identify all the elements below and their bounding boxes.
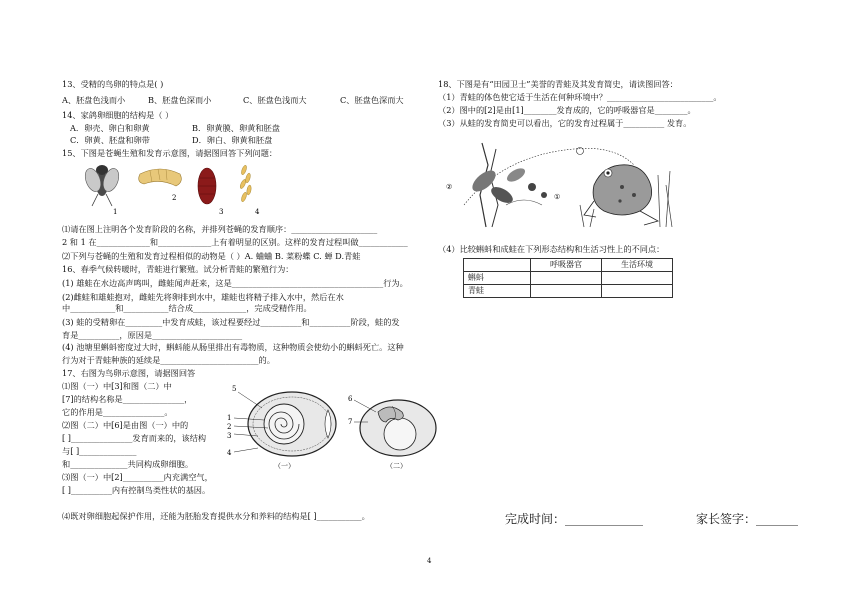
- q16-line-5: 育是__________，原因是______________________: [62, 330, 243, 340]
- frog-label-1: ①: [554, 193, 561, 201]
- adult-fly-illustration: [82, 165, 121, 206]
- table-row: [464, 285, 673, 298]
- q15-line-2: 2 和 1 在_____________和_____________上有着明显的区别。这样的发育过程叫做____________: [62, 237, 408, 247]
- q13-option-d: C、胚盘色深而大: [340, 95, 404, 105]
- egg-one-label-4: 4: [227, 449, 232, 457]
- q15-stem: 15、下图是苍蝇生殖和发育示意图，请据图回答下列问题：: [62, 148, 278, 158]
- q14-stem: 14、家鸽卵细胞的结构是（ ）: [62, 110, 174, 120]
- completion-time-field[interactable]: 完成时间：_____________: [505, 512, 644, 526]
- egg-one-label-3: 3: [227, 432, 232, 440]
- q16-line-7: 行为对于青蛙种族的延续是________________________的。: [62, 355, 275, 365]
- q18-line-1: （1）青蛙的体色使它适于生活在何种环境中？__________________________。: [438, 92, 722, 102]
- q17-line-5: [ ]_______________发育而来的，该结构: [62, 433, 207, 443]
- egg-one-label-1: 1: [227, 414, 232, 422]
- q15-line-3: ⑵下列与苍蝇的生殖和发育过程相似的动物是（ ）A. 蛐蛐 B. 菜粉蝶 C. 蝉 D.青蛙: [62, 251, 361, 261]
- q16-line-3: 中___________和___________结合成_____________，完成受精作用。: [62, 303, 312, 313]
- fly-label-2: 2: [172, 194, 177, 202]
- q14-option-a: A．卵壳、卵白和卵黄: [70, 123, 150, 133]
- frog-development-figure: [444, 135, 678, 230]
- q16-stem: 16、春季气候转暖时，青蛙进行繁殖。试分析青蛙的繁殖行为：: [62, 264, 294, 274]
- egg-two-label-6: 6: [348, 395, 353, 403]
- bird-egg-figure-one: [224, 380, 344, 476]
- q13-option-c: C、胚盘色浅而大: [243, 95, 307, 105]
- fly-label-1: 1: [113, 208, 118, 216]
- q13-option-b: B、胚盘色深而小: [148, 95, 212, 105]
- larva-illustration: [139, 169, 182, 186]
- table-header-row: [464, 259, 673, 272]
- fly-life-cycle-figure: [80, 160, 265, 218]
- egg-one-label-2: 2: [227, 423, 232, 431]
- eggs-illustration: [239, 165, 252, 203]
- table-header-blank: [464, 259, 531, 272]
- table-header-respiratory: 呼吸器官: [531, 259, 602, 272]
- table-cell-tadpole: 蝌蚪: [464, 272, 531, 285]
- q17-line-6: 与[ ]______________: [62, 446, 137, 456]
- q16-line-6: (4) 池塘里蝌蚪密度过大时，蝌蚪能从肠里排出有毒物质，这种物质会使幼小的蝌蚪死亡。这种: [62, 342, 404, 352]
- bird-egg-figure-two: [346, 392, 446, 474]
- q14-option-c: C．卵黄、胚盘和卵带: [70, 135, 150, 145]
- q17-line-1: ⑴图（一）中[3]和图（二）中: [62, 381, 172, 391]
- q18-line-2: （2）图中的[2]是由[1]________发育成的，它的呼吸器官是________。: [438, 105, 696, 115]
- egg-one-caption: （一）: [274, 462, 295, 470]
- table-cell-answer[interactable]: [602, 272, 673, 285]
- fly-label-4: 4: [255, 208, 260, 216]
- table-cell-answer[interactable]: [602, 285, 673, 298]
- q15-line-1: ⑴请在图上注明各个发育阶段的名称，并排列苍蝇的发育顺序：_____________________: [62, 224, 378, 234]
- q13-stem: 13、受精的鸟卵的特点是( ): [62, 79, 164, 89]
- parent-signature-field[interactable]: 家长签字：_______: [696, 512, 799, 526]
- q17-stem: 17、右图为鸟卵示意图，请据图回答: [62, 368, 196, 378]
- q14-option-d: D．卵白、卵黄和胚盘: [192, 135, 273, 145]
- q13-option-a: A、胚盘色浅而小: [62, 95, 126, 105]
- q18-line-3: （3）从蛙的发育简史可以看出，它的发育过程属于__________ 发育。: [438, 118, 692, 128]
- table-cell-answer[interactable]: [531, 272, 602, 285]
- frog-label-2: ②: [446, 183, 453, 191]
- q17-line-10: ⑷既对卵细胞起保护作用，还能为胚胎发育提供水分和养料的结构是[ ]___________。: [62, 511, 370, 521]
- table-cell-answer[interactable]: [531, 285, 602, 298]
- q17-line-8: ⑶图（一）中[2]__________内充满空气，: [62, 472, 213, 482]
- q17-line-3: 它的作用是_______________。: [62, 407, 173, 417]
- fly-label-3: 3: [219, 208, 224, 216]
- q16-line-2: (2)雌蛙和雄蛙抱对，雌蛙先将卵排到水中，雄蛙也将精子排入水中，然后在水: [62, 292, 344, 302]
- pupa-illustration: [198, 168, 216, 204]
- q18-stem: 18、下图是有“田园卫士”美誉的青蛙及其发育简史，请读图回答：: [438, 79, 678, 89]
- q17-line-9: [ ]__________内有控制鸟类性状的基因。: [62, 485, 211, 495]
- q16-line-1: (1) 雄蛙在水边高声鸣叫，雌蛙闻声赶来，这是_____________________________________行为。: [62, 278, 408, 288]
- q17-line-2: [7]的结构名称是_______________，: [62, 394, 193, 404]
- egg-one-label-5: 5: [232, 385, 237, 393]
- table-header-habitat: 生活环境: [602, 259, 673, 272]
- q17-line-7: 和______________共同构成卵细胞。: [62, 459, 194, 469]
- q14-option-b: B．卵黄膜、卵黄和胚盘: [192, 123, 280, 133]
- page-number: 4: [427, 557, 432, 565]
- table-row: [464, 272, 673, 285]
- comparison-table: [463, 258, 673, 298]
- q17-line-4: ⑵图（二）中[6]是由图（一）中的: [62, 420, 189, 430]
- q16-line-4: (3) 蛙的受精卵在_________中发育成蛙，该过程要经过__________和__________阶段，蛙的发: [62, 317, 400, 327]
- egg-two-label-7: 7: [348, 418, 353, 426]
- table-cell-frog: 青蛙: [464, 285, 531, 298]
- egg-two-caption: （二）: [386, 462, 407, 470]
- q18-line-4: （4）比较蝌蚪和成蛙在下列形态结构和生活习性上的不同点：: [438, 244, 665, 254]
- adult-frog-illustration: [584, 165, 658, 225]
